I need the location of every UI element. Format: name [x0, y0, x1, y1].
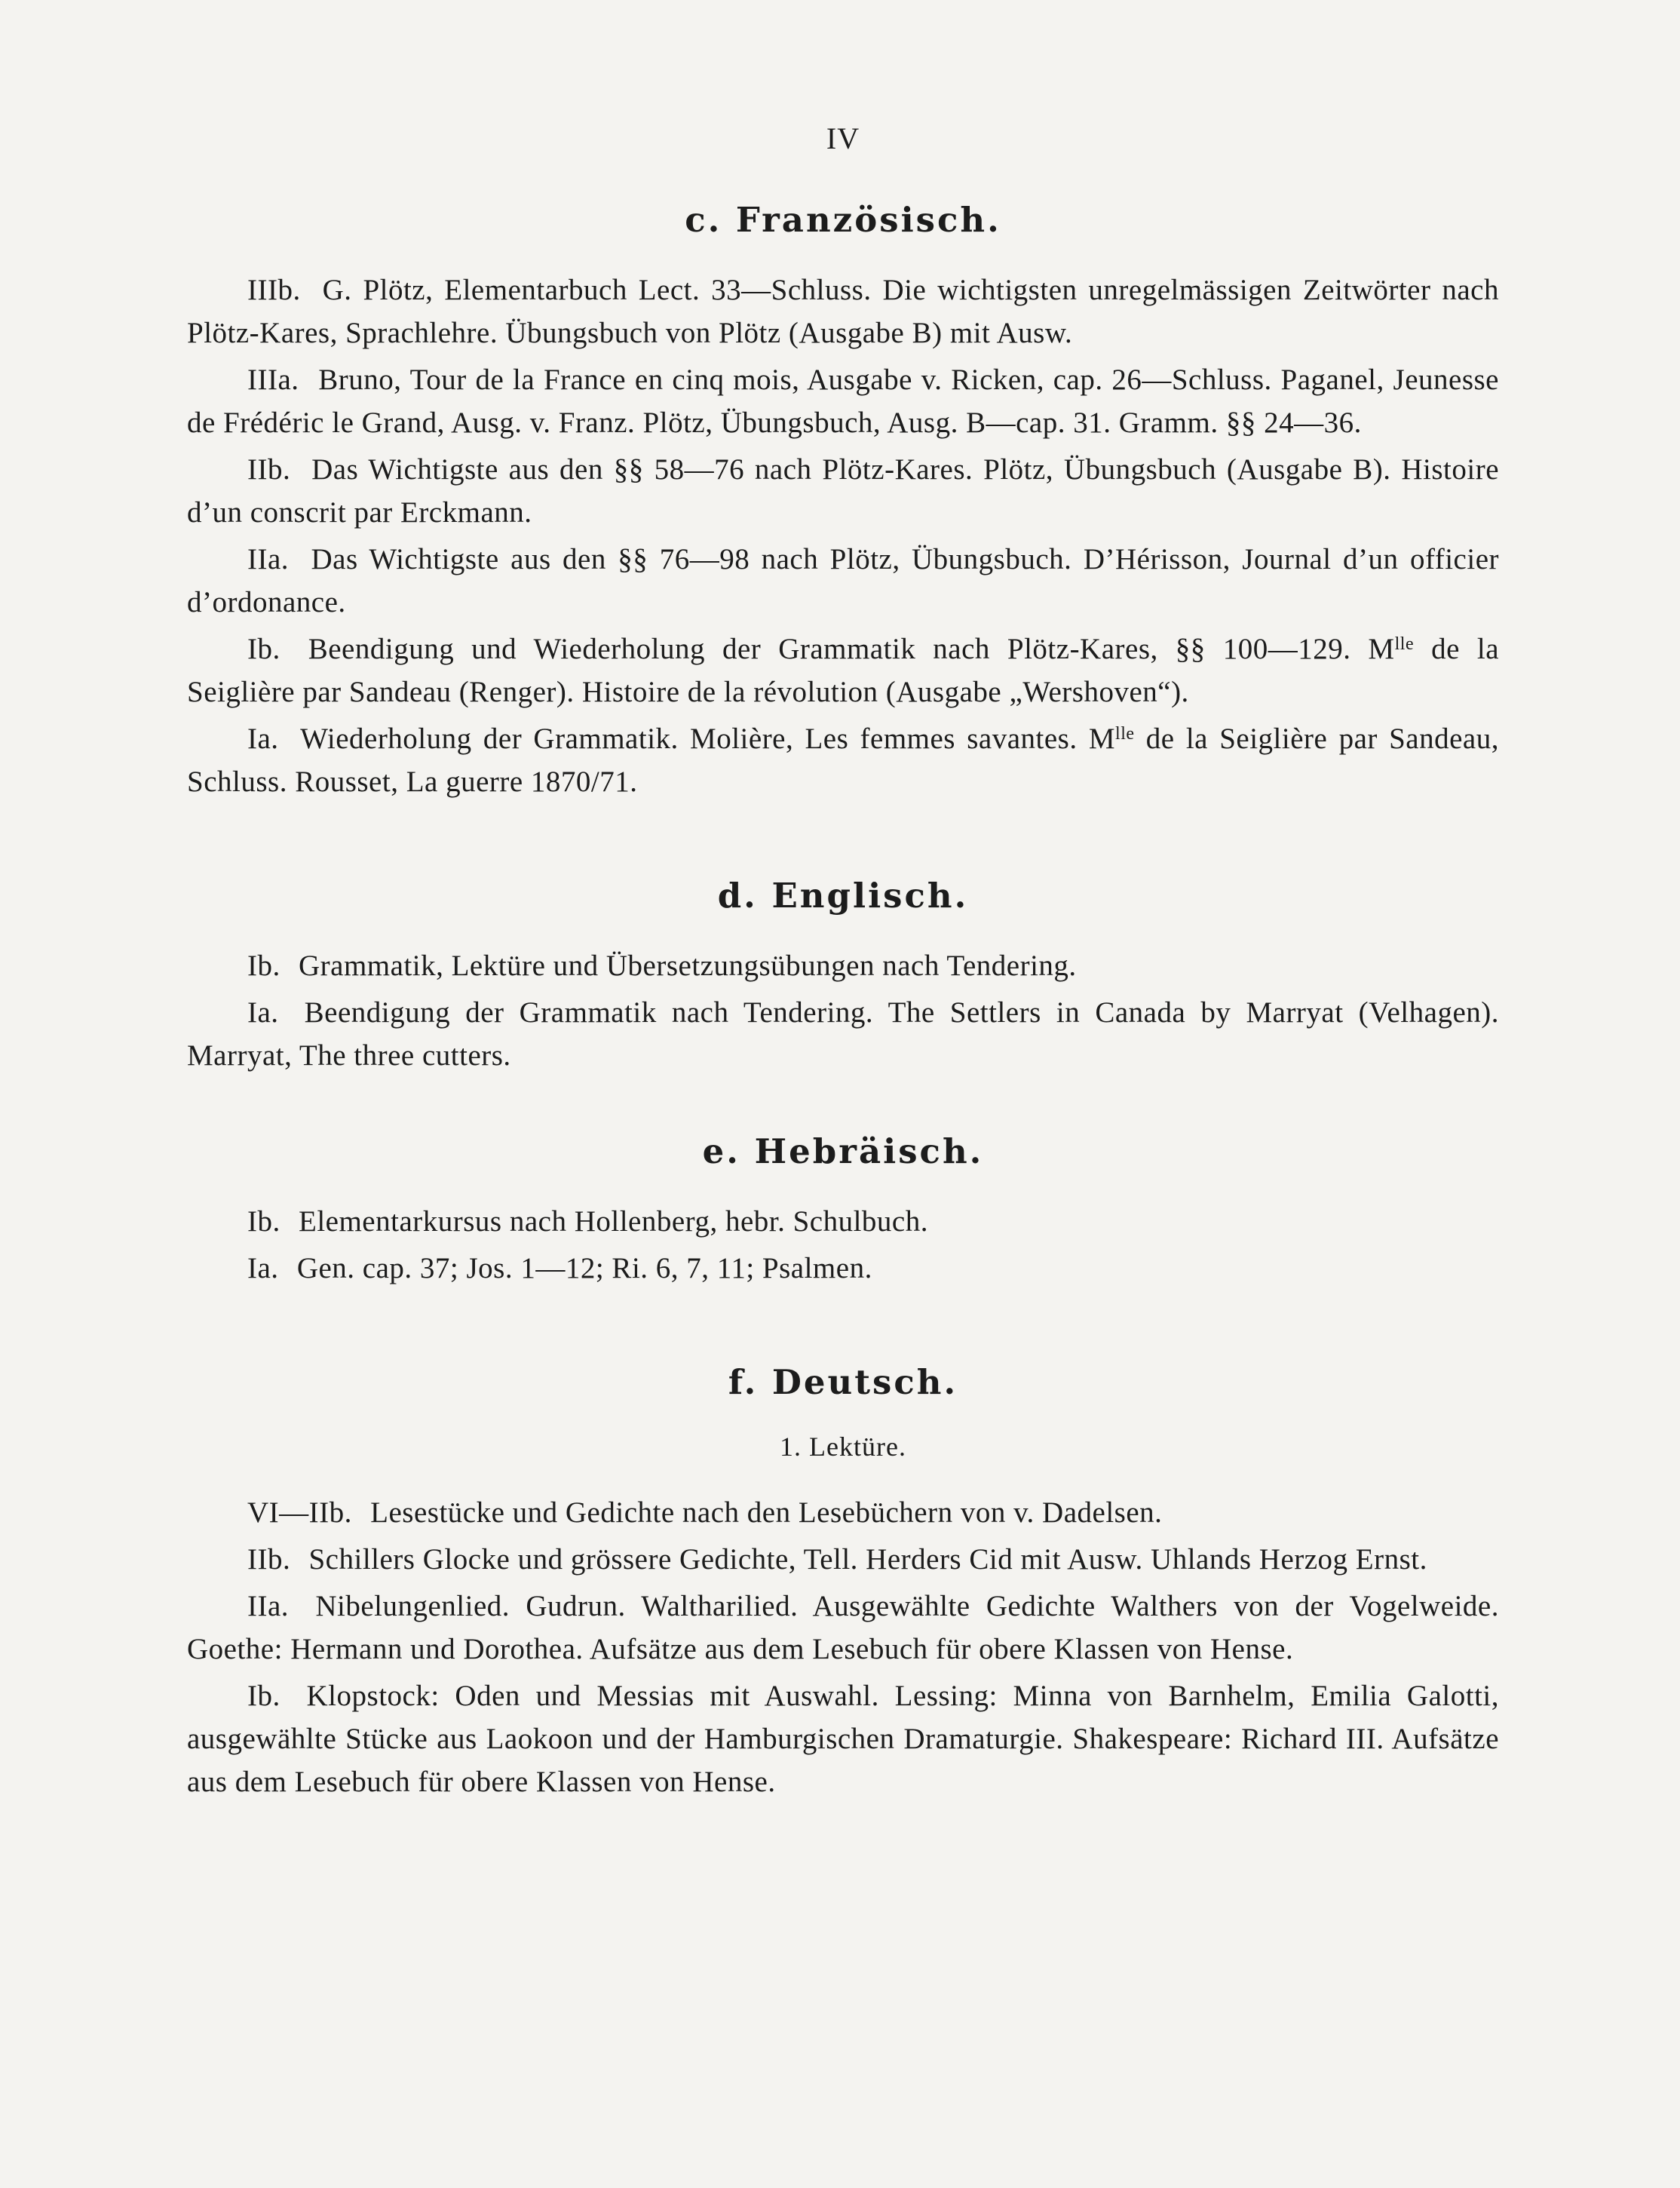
entry-IIIb: [187, 269, 1499, 354]
entry-IIa: [187, 1585, 1499, 1671]
class-label: IIa.: [247, 1590, 290, 1622]
entry-text: Schillers Glocke und grössere Gedichte, Tell. Herders Cid mit Ausw. Uhlands Herzog Ernst.: [308, 1543, 1427, 1576]
entry-Ib: [187, 1200, 1499, 1243]
entry-text: Lesestücke und Gedichte nach den Lesebüchern von v. Dadelsen.: [370, 1496, 1163, 1529]
section-heading: d. Englisch.: [717, 876, 969, 916]
entry-text: Klopstock: Oden und Messias mit Auswahl. Lessing: Minna von Barnhelm, Emilia Galotti, ausgewählte Stücke aus Laokoon und der Hamburgischen Dramaturgie. Shakespeare: Richard III. Aufsätze aus dem Lesebuch für obere Klassen von Hense.: [187, 1680, 1499, 1798]
entry-text: Das Wichtigste aus den §§ 76—98 nach Plötz, Übungsbuch. D’Hérisson, Journal d’un officier d’ordonance.: [187, 543, 1499, 618]
document-page: [187, 121, 1499, 1847]
entry-Ia: [187, 1247, 1499, 1290]
section-franzoesisch: [187, 200, 1499, 803]
class-label: IIIa.: [247, 364, 299, 396]
class-label: Ia.: [247, 996, 279, 1029]
entry-text-pre: Wiederholung der Grammatik. Molière, Les femmes savantes. M: [300, 723, 1116, 755]
section-englisch: [187, 876, 1499, 1077]
section-heading: f. Deutsch.: [728, 1362, 958, 1402]
section-deutsch: [187, 1362, 1499, 1803]
sub-heading: 1. Lektüre.: [780, 1432, 906, 1462]
class-label: VI—IIb.: [247, 1496, 352, 1529]
entry-text-pre: Beendigung und Wiederholung der Grammatik nach Plötz-Kares, §§ 100—129. M: [308, 633, 1395, 665]
entry-text-post: de la Seiglière par Sandeau (Renger). Histoire de la révolution (Ausgabe „Wershoven“).: [187, 633, 1500, 708]
class-label: Ib.: [247, 633, 281, 665]
entry-text: Beendigung der Grammatik nach Tendering. The Settlers in Canada by Marryat (Velhagen). Marryat, The three cutters.: [187, 996, 1500, 1072]
entry-IIb: [187, 448, 1499, 534]
entry-text: Bruno, Tour de la France en cinq mois, Ausgabe v. Ricken, cap. 26—Schluss. Paganel, Jeunesse de Frédéric le Grand, Ausg. v. Franz. Plötz, Übungsbuch, Ausg. B—cap. 31. Gramm. §§ 24—36.: [187, 364, 1499, 439]
entry-Ia: [187, 991, 1499, 1077]
entry-Ib: [187, 1674, 1499, 1803]
class-label: Ia.: [247, 1252, 279, 1284]
class-label: IIIb.: [247, 274, 301, 306]
entry-IIIa: [187, 358, 1499, 444]
entry-text: Das Wichtigste aus den §§ 58—76 nach Plötz-Kares. Plötz, Übungsbuch (Ausgabe B). Histoire d’un conscrit par Erckmann.: [187, 453, 1500, 529]
class-label: Ib.: [247, 1205, 281, 1238]
class-label: IIb.: [247, 1543, 291, 1576]
entry-IIa: [187, 538, 1499, 624]
page-number: IV: [826, 121, 860, 155]
superscript: lle: [1394, 634, 1415, 654]
entry-Ia: [187, 717, 1499, 803]
entry-text: Grammatik, Lektüre und Übersetzungsübungen nach Tendering.: [299, 950, 1077, 982]
section-heading: c. Französisch.: [685, 200, 1001, 240]
entry-text-post: de la Seiglière par Sandeau, Schluss. Rousset, La guerre 1870/71.: [187, 723, 1499, 798]
class-label: IIa.: [247, 543, 290, 575]
entry-text: Nibelungenlied. Gudrun. Waltharilied. Ausgewählte Gedichte Walthers von der Vogelweide. Goethe: Hermann und Dorothea. Aufsätze aus dem Lesebuch für obere Klassen von Hense.: [187, 1590, 1499, 1665]
entry-text: Elementarkursus nach Hollenberg, hebr. Schulbuch.: [299, 1205, 928, 1238]
entry-text: Gen. cap. 37; Jos. 1—12; Ri. 6, 7, 11; Psalmen.: [296, 1252, 872, 1284]
section-hebraeisch: [187, 1131, 1499, 1290]
superscript: lle: [1115, 724, 1135, 744]
entry-text: G. Plötz, Elementarbuch Lect. 33—Schluss. Die wichtigsten unregelmässigen Zeitwörter nach Plötz-Kares, Sprachlehre. Übungsbuch von Plötz (Ausgabe B) mit Ausw.: [187, 274, 1499, 349]
entry-VI-IIb: [187, 1491, 1499, 1534]
entry-Ib: [187, 944, 1499, 987]
section-heading: e. Hebräisch.: [702, 1131, 984, 1171]
class-label: Ib.: [247, 1680, 281, 1712]
class-label: Ib.: [247, 950, 281, 982]
entry-Ib: [187, 628, 1499, 713]
entry-IIb: [187, 1538, 1499, 1581]
class-label: Ia.: [247, 723, 279, 755]
class-label: IIb.: [247, 453, 291, 486]
